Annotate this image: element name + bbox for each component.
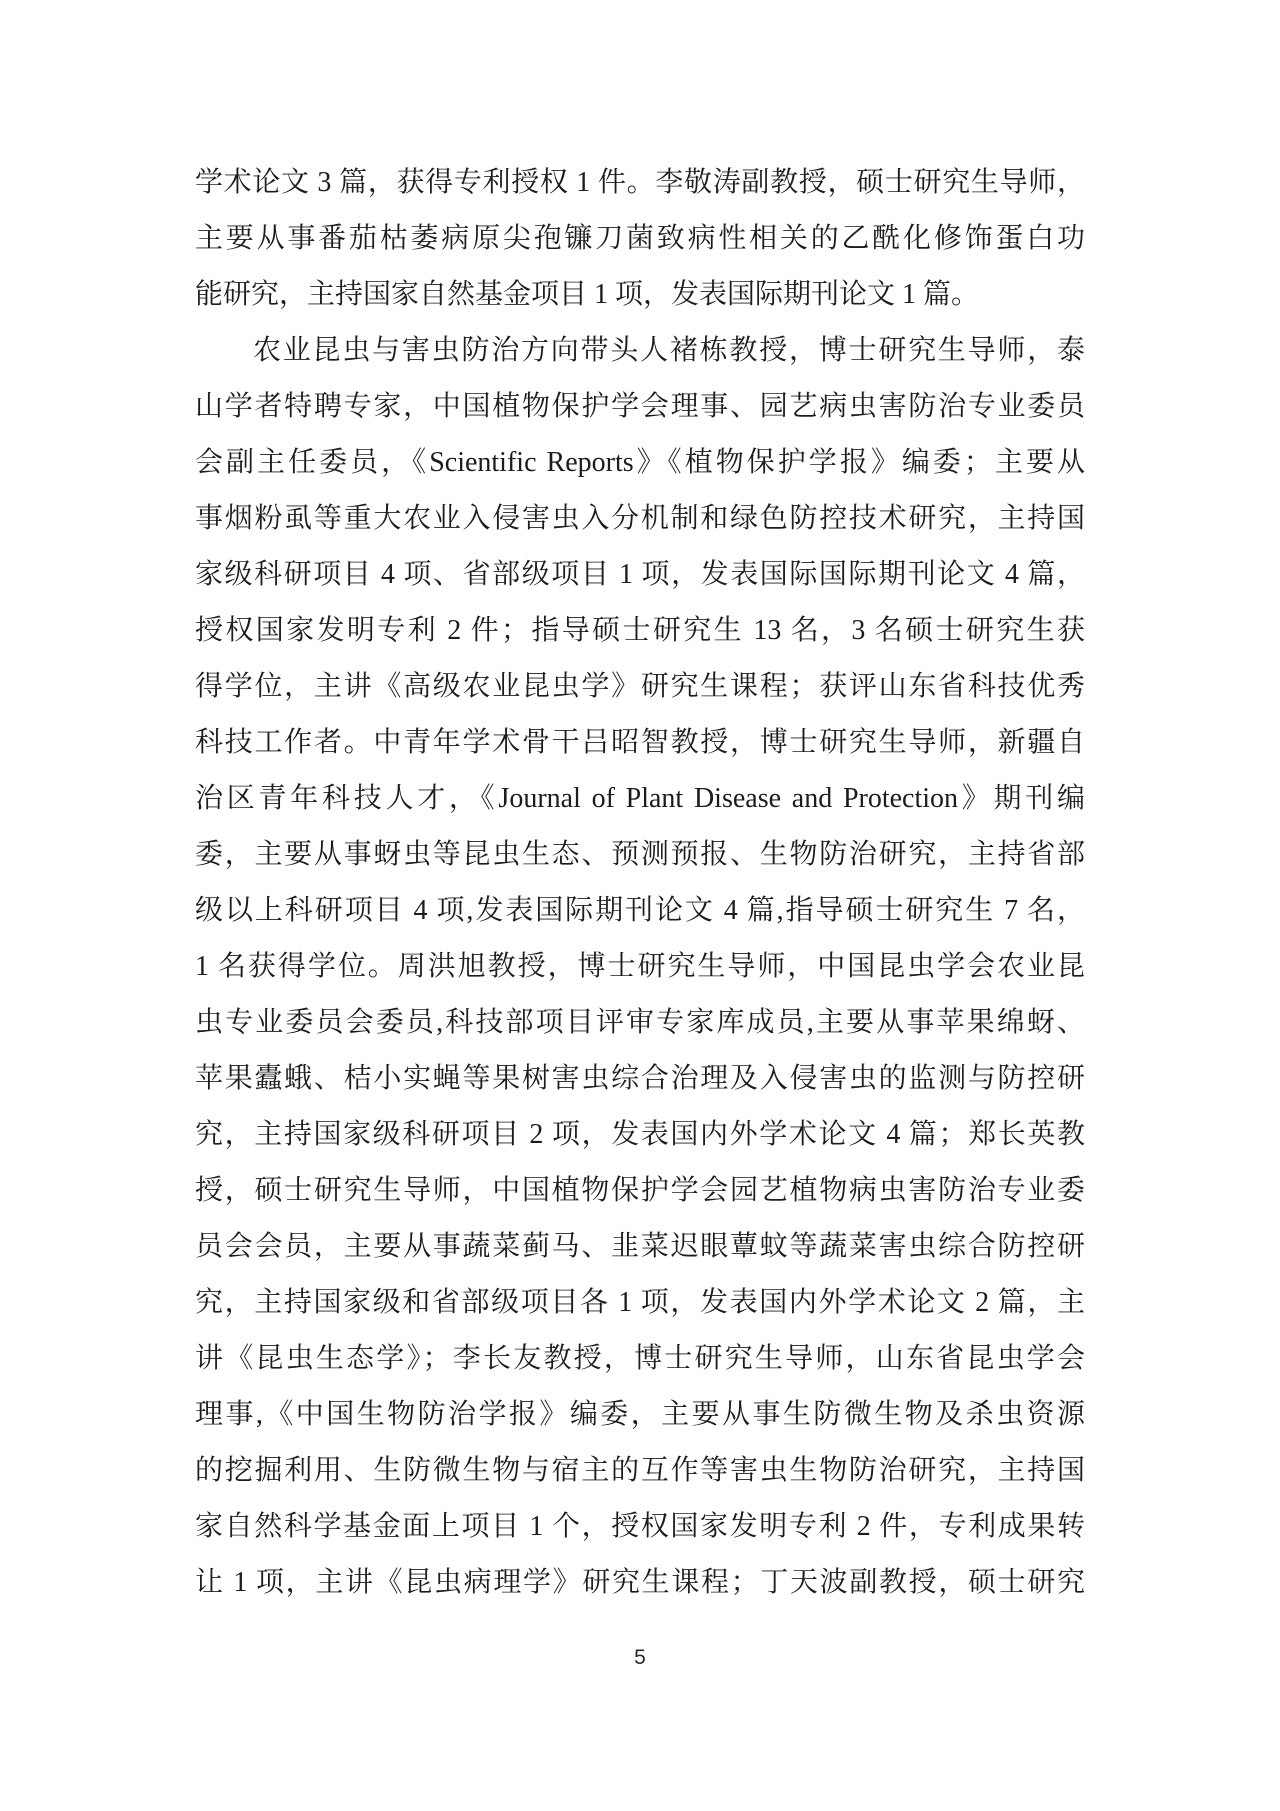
text-line: 会副主任委员，《Scientific Reports》《植物保护学报》编委；主要从 bbox=[195, 447, 1085, 478]
text-line: 究，主持国家级和省部级项目各 1 项，发表国内外学术论文 2 篇，主 bbox=[195, 1287, 1085, 1318]
text-line: 级以上科研项目 4 项,发表国际期刊论文 4 篇,指导硕士研究生 7 名， bbox=[195, 895, 1085, 926]
text-line: 1 名获得学位。周洪旭教授，博士研究生导师，中国昆虫学会农业昆 bbox=[195, 951, 1085, 982]
text-line: 授权国家发明专利 2 件；指导硕士研究生 13 名，3 名硕士研究生获 bbox=[195, 615, 1085, 646]
text-line: 农业昆虫与害虫防治方向带头人褚栋教授，博士研究生导师，泰 bbox=[253, 335, 1085, 366]
text-line: 家自然科学基金面上项目 1 个，授权国家发明专利 2 件，专利成果转 bbox=[195, 1511, 1085, 1542]
text-line: 事烟粉虱等重大农业入侵害虫入分机制和绿色防控技术研究，主持国 bbox=[195, 503, 1085, 534]
text-line: 让 1 项，主讲《昆虫病理学》研究生课程；丁天波副教授，硕士研究 bbox=[195, 1567, 1085, 1598]
text-line: 的挖掘利用、生防微生物与宿主的互作等害虫生物防治研究，主持国 bbox=[195, 1455, 1085, 1486]
text-line: 学术论文 3 篇，获得专利授权 1 件。李敬涛副教授，硕士研究生导师， bbox=[195, 167, 1085, 198]
text-line: 员会会员，主要从事蔬菜蓟马、韭菜迟眼蕈蚊等蔬菜害虫综合防控研 bbox=[195, 1231, 1085, 1262]
text-line: 授，硕士研究生导师，中国植物保护学会园艺植物病虫害防治专业委 bbox=[195, 1175, 1085, 1206]
text-line: 虫专业委员会委员,科技部项目评审专家库成员,主要从事苹果绵蚜、 bbox=[195, 1007, 1085, 1038]
text-line: 讲《昆虫生态学》；李长友教授，博士研究生导师，山东省昆虫学会 bbox=[195, 1343, 1085, 1374]
text-line: 究，主持国家级科研项目 2 项，发表国内外学术论文 4 篇；郑长英教 bbox=[195, 1119, 1085, 1150]
document-body-text bbox=[195, 155, 1085, 1611]
text-line: 得学位，主讲《高级农业昆虫学》研究生课程；获评山东省科技优秀 bbox=[195, 671, 1085, 702]
text-line: 家级科研项目 4 项、省部级项目 1 项，发表国际国际期刊论文 4 篇， bbox=[195, 559, 1085, 590]
text-line: 委，主要从事蚜虫等昆虫生态、预测预报、生物防治研究，主持省部 bbox=[195, 839, 1085, 870]
text-line: 科技工作者。中青年学术骨干吕昭智教授，博士研究生导师，新疆自 bbox=[195, 727, 1085, 758]
text-line: 山学者特聘专家，中国植物保护学会理事、园艺病虫害防治专业委员 bbox=[195, 391, 1085, 422]
page-number: 5 bbox=[634, 1646, 646, 1669]
text-line: 理事,《中国生物防治学报》编委，主要从事生防微生物及杀虫资源 bbox=[195, 1399, 1085, 1430]
text-line: 主要从事番茄枯萎病原尖孢镰刀菌致病性相关的乙酰化修饰蛋白功 bbox=[195, 223, 1085, 254]
text-line: 苹果蠹蛾、桔小实蝇等果树害虫综合治理及入侵害虫的监测与防控研 bbox=[195, 1063, 1085, 1094]
text-line: 能研究，主持国家自然基金项目 1 项，发表国际期刊论文 1 篇。 bbox=[195, 279, 980, 310]
text-line: 治区青年科技人才，《Journal of Plant Disease and Protection》期刊编 bbox=[195, 783, 1085, 814]
